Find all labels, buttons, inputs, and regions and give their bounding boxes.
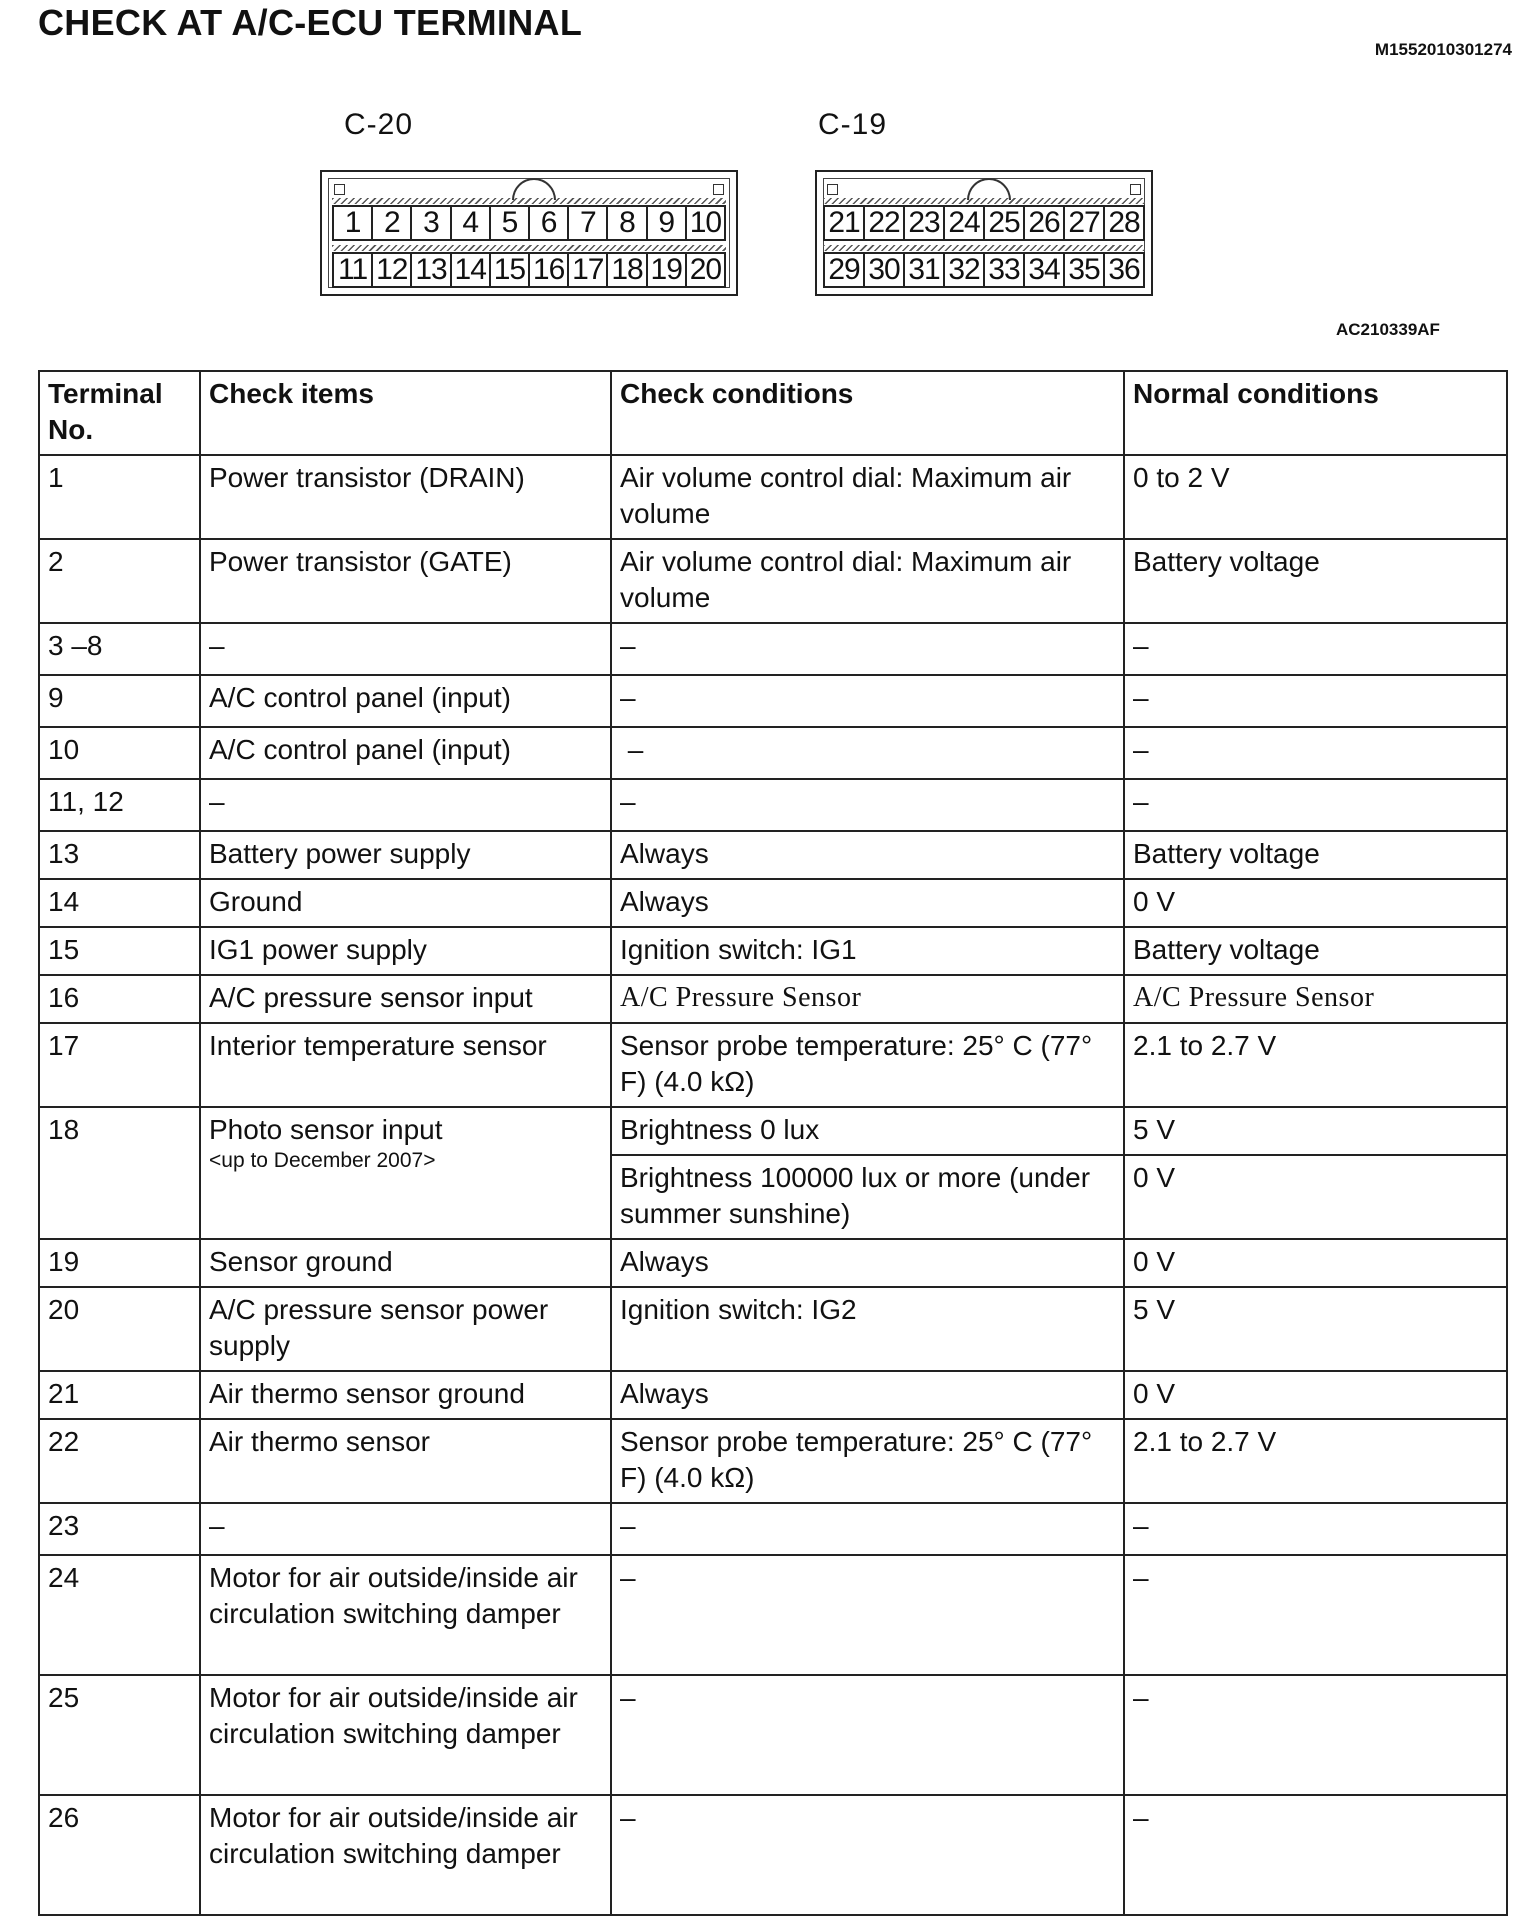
check-item-cell: Power transistor (DRAIN) [200,455,611,539]
terminal-cell: 3 –8 [39,623,200,675]
check-item-text: Photo sensor input [209,1114,443,1145]
check-item-cell: Battery power supply [200,831,611,879]
table-row [39,879,1507,927]
connector-c19-latch-left [827,184,838,195]
pin-31: 31 [903,254,943,286]
check-item-cell: IG1 power supply [200,927,611,975]
header-normal-conditions: Normal conditions [1124,371,1507,455]
check-item-cell: Motor for air outside/inside air circulation switching damper [200,1795,611,1915]
terminal-cell: 21 [39,1371,200,1419]
table-row [39,1371,1507,1419]
table-row [39,831,1507,879]
pin-16: 16 [528,254,567,286]
normal-condition-cell: Battery voltage [1124,831,1507,879]
figure-code: AC210339AF [1336,320,1440,339]
check-item-cell: Air thermo sensor ground [200,1371,611,1419]
pin-36: 36 [1103,254,1145,286]
terminal-cell: 19 [39,1239,200,1287]
terminal-cell: 22 [39,1419,200,1503]
check-condition-cell: Brightness 100000 lux or more (under summer sunshine) [611,1155,1124,1239]
pin-11: 11 [332,254,371,286]
table-row [39,975,1507,1023]
check-condition-cell: Ignition switch: IG2 [611,1287,1124,1371]
check-condition-cell: Sensor probe temperature: 25° C (77° F) (4.0 kΩ) [611,1419,1124,1503]
pin-10: 10 [685,207,726,239]
terminal-cell: 11, 12 [39,779,200,831]
table-row [39,1419,1507,1503]
normal-condition-cell: 0 to 2 V [1124,455,1507,539]
pin-24: 24 [943,207,983,239]
connector-c19-label: C-19 [818,108,888,141]
page-title: CHECK AT A/C-ECU TERMINAL [38,2,583,43]
normal-condition-cell: – [1124,727,1507,779]
terminal-check-table [38,370,1508,1916]
header-check-items: Check items [200,371,611,455]
check-item-cell: – [200,779,611,831]
pin-1: 1 [332,207,371,239]
table-row [39,1023,1507,1107]
connector-c20-latch-left [334,184,345,195]
normal-condition-cell: 0 V [1124,1155,1507,1239]
check-condition-cell: – [611,1675,1124,1795]
pin-13: 13 [410,254,449,286]
table-row [39,623,1507,675]
connector-c20-latch-right [713,184,724,195]
check-condition-cell: Always [611,1371,1124,1419]
check-condition-cell: A/C Pressure Sensor [611,975,1124,1023]
connector-c20-top-row [332,205,726,241]
normal-condition-cell: – [1124,1555,1507,1675]
table-row [39,1555,1507,1675]
normal-condition-cell: 5 V [1124,1107,1507,1155]
normal-condition-cell: – [1124,1795,1507,1915]
pin-21: 21 [823,207,863,239]
pin-12: 12 [371,254,410,286]
check-condition-cell: Ignition switch: IG1 [611,927,1124,975]
terminal-cell: 15 [39,927,200,975]
pin-4: 4 [450,207,489,239]
check-condition-cell: Air volume control dial: Maximum air volume [611,455,1124,539]
table-row [39,675,1507,727]
normal-condition-cell: 2.1 to 2.7 V [1124,1023,1507,1107]
check-item-cell: A/C pressure sensor input [200,975,611,1023]
normal-condition-cell: 0 V [1124,879,1507,927]
table-header-row [39,371,1507,455]
pin-9: 9 [646,207,685,239]
check-condition-cell: Air volume control dial: Maximum air volume [611,539,1124,623]
check-condition-cell: – [611,623,1124,675]
pin-33: 33 [983,254,1023,286]
normal-condition-cell: 5 V [1124,1287,1507,1371]
table-row [39,1107,1507,1155]
pin-22: 22 [863,207,903,239]
pin-23: 23 [903,207,943,239]
terminal-cell: 14 [39,879,200,927]
pin-17: 17 [567,254,606,286]
check-condition-cell: – [611,779,1124,831]
connector-c19-latch-right [1130,184,1141,195]
check-condition-cell: – [611,675,1124,727]
pin-3: 3 [410,207,449,239]
check-item-cell: Air thermo sensor [200,1419,611,1503]
check-item-cell: Sensor ground [200,1239,611,1287]
check-item-cell: – [200,1503,611,1555]
connector-c19-top-row [823,205,1145,241]
pin-35: 35 [1063,254,1103,286]
pin-5: 5 [489,207,528,239]
table-row [39,1503,1507,1555]
pin-7: 7 [567,207,606,239]
normal-condition-cell: Battery voltage [1124,927,1507,975]
check-item-note: <up to December 2007> [209,1149,436,1172]
terminal-cell: 24 [39,1555,200,1675]
pin-15: 15 [489,254,528,286]
document-code: M1552010301274 [1374,40,1512,59]
check-condition-cell: – [611,727,1124,779]
table-row [39,539,1507,623]
terminal-cell: 10 [39,727,200,779]
check-item-cell: A/C control panel (input) [200,727,611,779]
table-row [39,1239,1507,1287]
normal-condition-cell: 0 V [1124,1371,1507,1419]
pin-27: 27 [1063,207,1103,239]
check-item-cell: Power transistor (GATE) [200,539,611,623]
normal-condition-cell: – [1124,1503,1507,1555]
normal-condition-cell: 2.1 to 2.7 V [1124,1419,1507,1503]
table-row [39,455,1507,539]
pin-8: 8 [606,207,645,239]
pin-20: 20 [685,254,726,286]
check-condition-cell: Always [611,831,1124,879]
check-condition-cell: Brightness 0 lux [611,1107,1124,1155]
pin-28: 28 [1103,207,1145,239]
pin-2: 2 [371,207,410,239]
pin-18: 18 [606,254,645,286]
connector-c20-bottom-row [332,252,726,288]
terminal-cell: 26 [39,1795,200,1915]
pin-29: 29 [823,254,863,286]
pin-6: 6 [528,207,567,239]
header-check-conditions: Check conditions [611,371,1124,455]
normal-condition-cell: – [1124,1675,1507,1795]
terminal-cell: 17 [39,1023,200,1107]
normal-condition-cell: Battery voltage [1124,539,1507,623]
check-condition-cell: Always [611,1239,1124,1287]
terminal-cell: 1 [39,455,200,539]
table-row [39,727,1507,779]
check-item-cell: – [200,623,611,675]
table-row [39,779,1507,831]
terminal-cell: 20 [39,1287,200,1371]
check-item-cell: Ground [200,879,611,927]
connector-c19-diagram [815,170,1153,296]
pin-30: 30 [863,254,903,286]
normal-condition-cell: A/C Pressure Sensor [1124,975,1507,1023]
terminal-cell: 13 [39,831,200,879]
pin-32: 32 [943,254,983,286]
check-condition-cell: Sensor probe temperature: 25° C (77° F) (4.0 kΩ) [611,1023,1124,1107]
normal-condition-cell: – [1124,779,1507,831]
check-item-cell: Motor for air outside/inside air circulation switching damper [200,1555,611,1675]
pin-19: 19 [646,254,685,286]
terminal-cell: 23 [39,1503,200,1555]
normal-condition-cell: – [1124,675,1507,727]
check-item-cell [200,1107,611,1239]
table-row [39,1675,1507,1795]
terminal-cell: 2 [39,539,200,623]
normal-condition-cell: 0 V [1124,1239,1507,1287]
pin-14: 14 [450,254,489,286]
check-condition-cell: – [611,1503,1124,1555]
normal-condition-cell: – [1124,623,1507,675]
check-condition-cell: Always [611,879,1124,927]
terminal-cell: 18 [39,1107,200,1239]
check-condition-cell: – [611,1795,1124,1915]
terminal-cell: 16 [39,975,200,1023]
terminal-cell: 9 [39,675,200,727]
check-item-cell: Motor for air outside/inside air circulation switching damper [200,1675,611,1795]
connector-c20-diagram [320,170,738,296]
table-row [39,1287,1507,1371]
connector-c19-bottom-row [823,252,1145,288]
header-terminal-no: Terminal No. [39,371,200,455]
check-item-cell: A/C control panel (input) [200,675,611,727]
check-condition-cell: – [611,1555,1124,1675]
table-row [39,1795,1507,1915]
check-item-cell: A/C pressure sensor power supply [200,1287,611,1371]
pin-26: 26 [1023,207,1063,239]
terminal-cell: 25 [39,1675,200,1795]
table-row [39,927,1507,975]
pin-25: 25 [983,207,1023,239]
connector-c20-label: C-20 [344,108,414,141]
check-item-cell: Interior temperature sensor [200,1023,611,1107]
pin-34: 34 [1023,254,1063,286]
